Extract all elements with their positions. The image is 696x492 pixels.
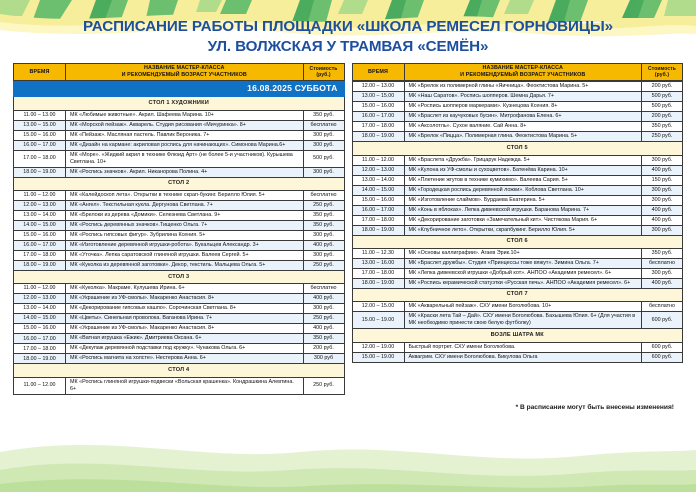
table-header-row [352,64,683,81]
schedule-tables [0,63,696,395]
cell-price: 350 руб. [303,334,344,344]
section-header-label: СТОЛ 2 [14,177,345,190]
cell-price: бесплатно [642,258,683,268]
cell-class-name: МК «Клубничное лето». Открытки, скрапбукинг. Берилло Юлия. 5+ [404,225,642,235]
cell-time: 11.00 – 12.00 [14,190,66,200]
cell-time: 17.00 – 18.00 [352,268,404,278]
cell-time: 18.00 – 19.00 [352,132,404,142]
section-header-label: СТОЛ 7 [352,288,683,301]
cell-class-name: МК «Кулона из УФ-смолы и сухоцветов». Батенёва Карина. 10+ [404,165,642,175]
cell-price: 150 руб. [642,175,683,185]
left-table-body [14,81,345,395]
table-row [352,248,683,258]
section-header-row [14,97,345,110]
cell-price: 250 руб. [303,377,344,394]
cell-price: 300 руб. [303,167,344,177]
table-row [14,110,345,120]
table-row [352,352,683,362]
cell-class-name: МК «Дизайн на кармане: акриловая роспись для начинающих». Симонова Марина.6+ [66,140,304,150]
cell-price: бесплатно [642,302,683,312]
table-row [352,258,683,268]
cell-price: 300 руб. [303,251,344,261]
cell-class-name: МК «Браслета «Дружба». Грицарук Надежда. 5+ [404,155,642,165]
cell-class-name: МК «Декорирование гипсовых кашпо». Сорочинская Светлана. 8+ [66,304,304,314]
cell-price: 250 руб. [303,314,344,324]
section-header-row [352,329,683,342]
table-row [14,304,345,314]
cell-time: 18.00 – 19.00 [14,261,66,271]
cell-class-name: МК «Основы каллиграфии». Агаев Эрик.10+ [404,248,642,258]
cell-time: 13.00 – 14.00 [14,211,66,221]
table-row [14,324,345,334]
table-row [352,312,683,329]
cell-price: 300 руб. [303,130,344,140]
cell-price: бесплатно [303,120,344,130]
cell-class-name: МК «Море». «Жидкий акрил в технике Флюид Арт» (не более 5-и участников). Курышева Светлана. 10+ [66,150,304,167]
cell-class-name: МК «Украшение из УФ-смолы». Макаренко Анастасия. 8+ [66,294,304,304]
cell-price: 250 руб. [303,261,344,271]
cell-price: 600 руб. [642,312,683,329]
cell-class-name: МК «Наш Саратов». Роспись шопперов. Шемна Дарья. 7+ [404,92,642,102]
cell-time: 13.00 – 15.00 [14,120,66,130]
cell-time: 18.00 – 19.00 [14,354,66,364]
header-name-line-1: НАЗВАНИЕ МАСТЕР-КЛАССА [482,65,563,72]
cell-class-name: МК «Изготовление деревянной игрушки-робота». Букальцев Александр. 3+ [66,241,304,251]
cell-price: 250 руб. [303,200,344,210]
cell-time: 14.00 – 15.00 [352,185,404,195]
cell-time: 16.00 – 17.00 [352,205,404,215]
left-schedule-column [13,63,345,395]
cell-time: 18.00 – 19.00 [352,225,404,235]
cell-time: 18.00 – 19.00 [352,278,404,288]
cell-price: 350 руб. [303,211,344,221]
cell-price: 500 руб. [642,92,683,102]
header-name [404,64,642,81]
cell-price: бесплатно [303,284,344,294]
header-name-line-2: И РЕКОМЕНДУЕМЫЙ ВОЗРАСТ УЧАСТНИКОВ [460,72,586,79]
table-row [14,130,345,140]
cell-price: 350 руб. [642,122,683,132]
table-row [14,241,345,251]
table-row [352,302,683,312]
cell-price: 400 руб. [642,205,683,215]
section-header-row [352,288,683,301]
cell-price: 300 руб. [303,304,344,314]
table-row [352,225,683,235]
table-row [352,185,683,195]
section-header-label: СТОЛ 4 [14,364,345,377]
cell-price: 200 руб. [303,344,344,354]
table-row [14,294,345,304]
cell-time: 11.00 – 12.00 [352,155,404,165]
cell-class-name: МК «Куколка из деревянной заготовки». Декор, текстиль. Мальцева Ольга. 5+ [66,261,304,271]
table-row [14,120,345,130]
cell-class-name: МК «Роспись гипсовых фигур». Зубрилина Ксения. 5+ [66,231,304,241]
table-row [352,278,683,288]
cell-class-name: МК «Изготовление слаймов». Бурдаева Екатерина. 5+ [404,195,642,205]
cell-price: 300 руб. [642,195,683,205]
cell-class-name: МК «Пейзаж». Масляная пастель. Павлик Вероника. 7+ [66,130,304,140]
cell-class-name: МК «Лепка дивеевской игрушки «Добрый кот». АНПОО «Академия ремесел». 6+ [404,268,642,278]
table-row [14,334,345,344]
table-row [352,205,683,215]
cell-price: 300 руб. [642,185,683,195]
right-schedule-table [352,63,684,362]
cell-time: 17.00 – 18.00 [14,344,66,354]
cell-time: 16.00 – 17.00 [352,112,404,122]
page-title-line-1: РАСПИСАНИЕ РАБОТЫ ПЛОЩАДКИ «ШКОЛА РЕМЕСЕЛ ГОРНОВИЦЫ» [83,18,613,35]
table-row [14,211,345,221]
cell-time: 11.00 – 12.00 [14,377,66,394]
section-header-row [352,235,683,248]
table-row [14,190,345,200]
section-header-label: ВОЗЛЕ ШАТРА МК [352,329,683,342]
cell-class-name: МК «Роспись глиняной игрушки-подвески «Вольская крашенка». Кондрашкина Алевтина. 6+ [66,377,304,394]
cell-time: 16.00 – 17.00 [14,334,66,344]
cell-class-name: МК «Куколка». Макраме. Кулушева Ирина. 6+ [66,284,304,294]
table-row [352,268,683,278]
cell-price: 400 руб. [303,241,344,251]
cell-time: 11.00 – 13.00 [14,110,66,120]
table-row [14,284,345,294]
section-header-row [352,142,683,155]
table-row [352,155,683,165]
header-name [66,64,304,81]
cell-time: 13.00 – 14.00 [352,175,404,185]
table-row [352,215,683,225]
cell-time: 15.00 – 16.00 [14,324,66,334]
cell-price: 300 руб. [303,231,344,241]
cell-price: 400 руб. [642,165,683,175]
cell-class-name: МК «Роспись керамической статуэтки «Русская печь». АНПОО «Академия ремесел». 6+ [404,278,642,288]
table-row [14,314,345,324]
cell-class-name: МК «Цветы». Синельная проволока. Ваганова Ирина. 7+ [66,314,304,324]
date-bar-row [14,81,345,97]
table-row [14,221,345,231]
footnote: * В расписание могут быть внесены изменения! [515,403,674,411]
cell-class-name: МК «Уточка». Лепка саратовской глиняной игрушки. Валеев Сергей. 5+ [66,251,304,261]
header-name-line-1: НАЗВАНИЕ МАСТЕР-КЛАССА [144,65,225,72]
table-row [14,261,345,271]
cell-class-name: МК «Браслет из каучуковых бусин». Митрофанова Елена. 6+ [404,112,642,122]
cell-price: 350 руб. [303,110,344,120]
table-header-row [14,64,345,81]
cell-class-name: Быстрый портрет. СХУ имени Боголюбова. [404,342,642,352]
cell-class-name: МК «Брелоки из дерева «Домики». Селезнева Светлана. 9+ [66,211,304,221]
cell-class-name: МК «Роспись шопперов маркерами». Кузнецова Ксения. 8+ [404,102,642,112]
section-header-label: СТОЛ 3 [14,271,345,284]
cell-time: 17.00 – 18.00 [352,122,404,132]
cell-price: 400 руб. [642,278,683,288]
table-row [14,150,345,167]
cell-time: 11.00 – 12.00 [14,284,66,294]
cell-time: 12.00 – 19.00 [352,342,404,352]
header-name-line-2: И РЕКОМЕНДУЕМЫЙ ВОЗРАСТ УЧАСТНИКОВ [121,72,247,79]
cell-price: 250 руб. [642,132,683,142]
cell-class-name: МК «Роспись деревянных значков».Тищенко Ольга. 7+ [66,221,304,231]
cell-class-name: МК «Роспись магнита на холсте». Нестерова Анна. 6+ [66,354,304,364]
section-header-label: СТОЛ 6 [352,235,683,248]
cell-time: 12.00 – 15.00 [352,302,404,312]
cell-time: 16.00 – 17.00 [14,140,66,150]
cell-class-name: МК «Декорирование заготовки «Замечательный кит». Чистякова Мария. 6+ [404,215,642,225]
cell-time: 15.00 – 16.00 [14,231,66,241]
cell-time: 15.00 – 16.00 [14,130,66,140]
cell-time: 17.00 – 18.00 [352,215,404,225]
header-time: ВРЕМЯ [14,64,66,81]
table-row [352,342,683,352]
header-price-line-1: Стоимость [309,65,338,72]
cell-price: 350 руб. [303,221,344,231]
cell-class-name: МК «Аксолотль». Сухое валяние. Сай Анна. 8+ [404,122,642,132]
table-row [14,377,345,394]
header-price-line-2: (руб.) [316,72,331,79]
cell-price: бесплатно [303,190,344,200]
cell-price: 200 руб. [642,82,683,92]
cell-class-name: МК «Роспись значков». Акрил. Никанорова Полина. 4+ [66,167,304,177]
cell-class-name: МК «Плетение жгутов в технике кумихимо». Валеева Сария. 5+ [404,175,642,185]
table-row [352,132,683,142]
table-row [352,112,683,122]
section-header-label: СТОЛ 1 ХУДОЖНИКИ [14,97,345,110]
page-title [0,0,696,63]
table-row [352,195,683,205]
cell-time: 17.00 – 18.00 [14,251,66,261]
cell-time: 11.00 – 12.30 [352,248,404,258]
cell-time: 13.00 – 15.00 [352,92,404,102]
cell-price: 300 руб. [642,225,683,235]
cell-class-name: МК «Морской пейзаж». Акварель. Студия рисования «Мичуринка». 8+ [66,120,304,130]
cell-class-name: МК «Конь в яблоках». Лепка дивеевской игрушки. Баранова Марина. 7+ [404,205,642,215]
cell-time: 13.00 – 14.00 [14,304,66,314]
cell-time: 14.00 – 15.00 [14,314,66,324]
cell-class-name: МК «Краски лета Тай – Дай». СХУ имени Боголюбова. Бахышева Юлия. 6+ (Для участия в МК необходимо принести свою белую футболку) [404,312,642,329]
cell-time: 17.00 – 18.00 [14,150,66,167]
right-table-body [352,81,683,362]
cell-time: 15.00 – 16.00 [352,102,404,112]
table-row [14,200,345,210]
cell-price: 300 руб [303,354,344,364]
table-row [14,354,345,364]
cell-price: 400 руб. [303,324,344,334]
cell-class-name: МК «Ангел». Текстильная кукла. Дергунова Светлана. 7+ [66,200,304,210]
table-row [14,231,345,241]
cell-class-name: МК «Городецкая роспись деревянной ложки». Коблова Светлана. 10+ [404,185,642,195]
header-price [303,64,344,81]
cell-time: 12.00 – 13.00 [352,82,404,92]
cell-price: 500 руб. [642,102,683,112]
cell-time: 15.00 – 19.00 [352,312,404,329]
section-header-row [14,271,345,284]
cell-price: 600 руб. [642,342,683,352]
cell-time: 12.00 – 13.00 [352,165,404,175]
cell-time: 16.00 – 17.00 [14,241,66,251]
left-schedule-table [13,63,345,395]
table-row [14,344,345,354]
header-time: ВРЕМЯ [352,64,404,81]
table-row [14,251,345,261]
cell-price: 350 руб. [642,248,683,258]
table-row [352,165,683,175]
section-header-row [14,364,345,377]
table-row [14,167,345,177]
section-header-label: СТОЛ 5 [352,142,683,155]
cell-price: 400 руб. [642,215,683,225]
table-row [14,140,345,150]
cell-class-name: МК «Браслет дружбы». Студия «Принцессы тоже вяжут». Зимина Ольга. 7+ [404,258,642,268]
cell-class-name: МК «Калейдоскоп лета». Открытки в технике скрап-букинг. Берилло Юлия. 5+ [66,190,304,200]
cell-class-name: МК «Брелок из полимерной глины «Яичница». Феоктистова Марина. 5+ [404,82,642,92]
cell-class-name: МК «Акварельный пейзаж». СХУ имени Боголюбова. 10+ [404,302,642,312]
cell-price: 600 руб. [642,352,683,362]
cell-class-name: МК «Брелок «Пицца». Полимерная глина. Феоктистова Марина. 5+ [404,132,642,142]
cell-time: 18.00 – 19.00 [14,167,66,177]
cell-time: 12.00 – 13.00 [14,200,66,210]
cell-class-name: МК «Ватная игрушка «Ежик». Дмитриева Оксана. 6+ [66,334,304,344]
right-schedule-column [352,63,684,362]
cell-class-name: МК «Любимые животные». Акрил. Шафеева Марина. 10+ [66,110,304,120]
table-row [352,82,683,92]
table-row [352,122,683,132]
page-title-line-2: УЛ. ВОЛЖСКАЯ У ТРАМВАЯ «СЕМЁН» [207,38,489,56]
cell-class-name: МК «Украшение из УФ-смолы». Макаренко Анастасия. 8+ [66,324,304,334]
header-price [642,64,683,81]
cell-time: 15.00 – 19.00 [352,352,404,362]
header-price-line-2: (руб.) [654,72,670,79]
cell-price: 300 руб. [642,268,683,278]
table-row [352,175,683,185]
date-bar-label: 16.08.2025 СУББОТА [14,81,345,97]
section-header-row [14,177,345,190]
table-row [352,92,683,102]
cell-price: 300 руб. [303,140,344,150]
cell-price: 200 руб. [642,112,683,122]
cell-time: 15.00 – 16.00 [352,195,404,205]
cell-price: 300 руб. [642,155,683,165]
table-row [352,102,683,112]
cell-class-name: Аквагрим. СХУ имени Боголюбова. Бикулова Ольга [404,352,642,362]
cell-class-name: МК «Декупаж деревянной подставки под кружку». Чунакова Ольга. 6+ [66,344,304,354]
cell-price: 500 руб. [303,150,344,167]
header-price-line-1: Стоимость [648,65,676,72]
cell-time: 13.00 – 16.00 [352,258,404,268]
cell-time: 12.00 – 13.00 [14,294,66,304]
cell-price: 400 руб. [303,294,344,304]
cell-time: 14.00 – 15.00 [14,221,66,231]
